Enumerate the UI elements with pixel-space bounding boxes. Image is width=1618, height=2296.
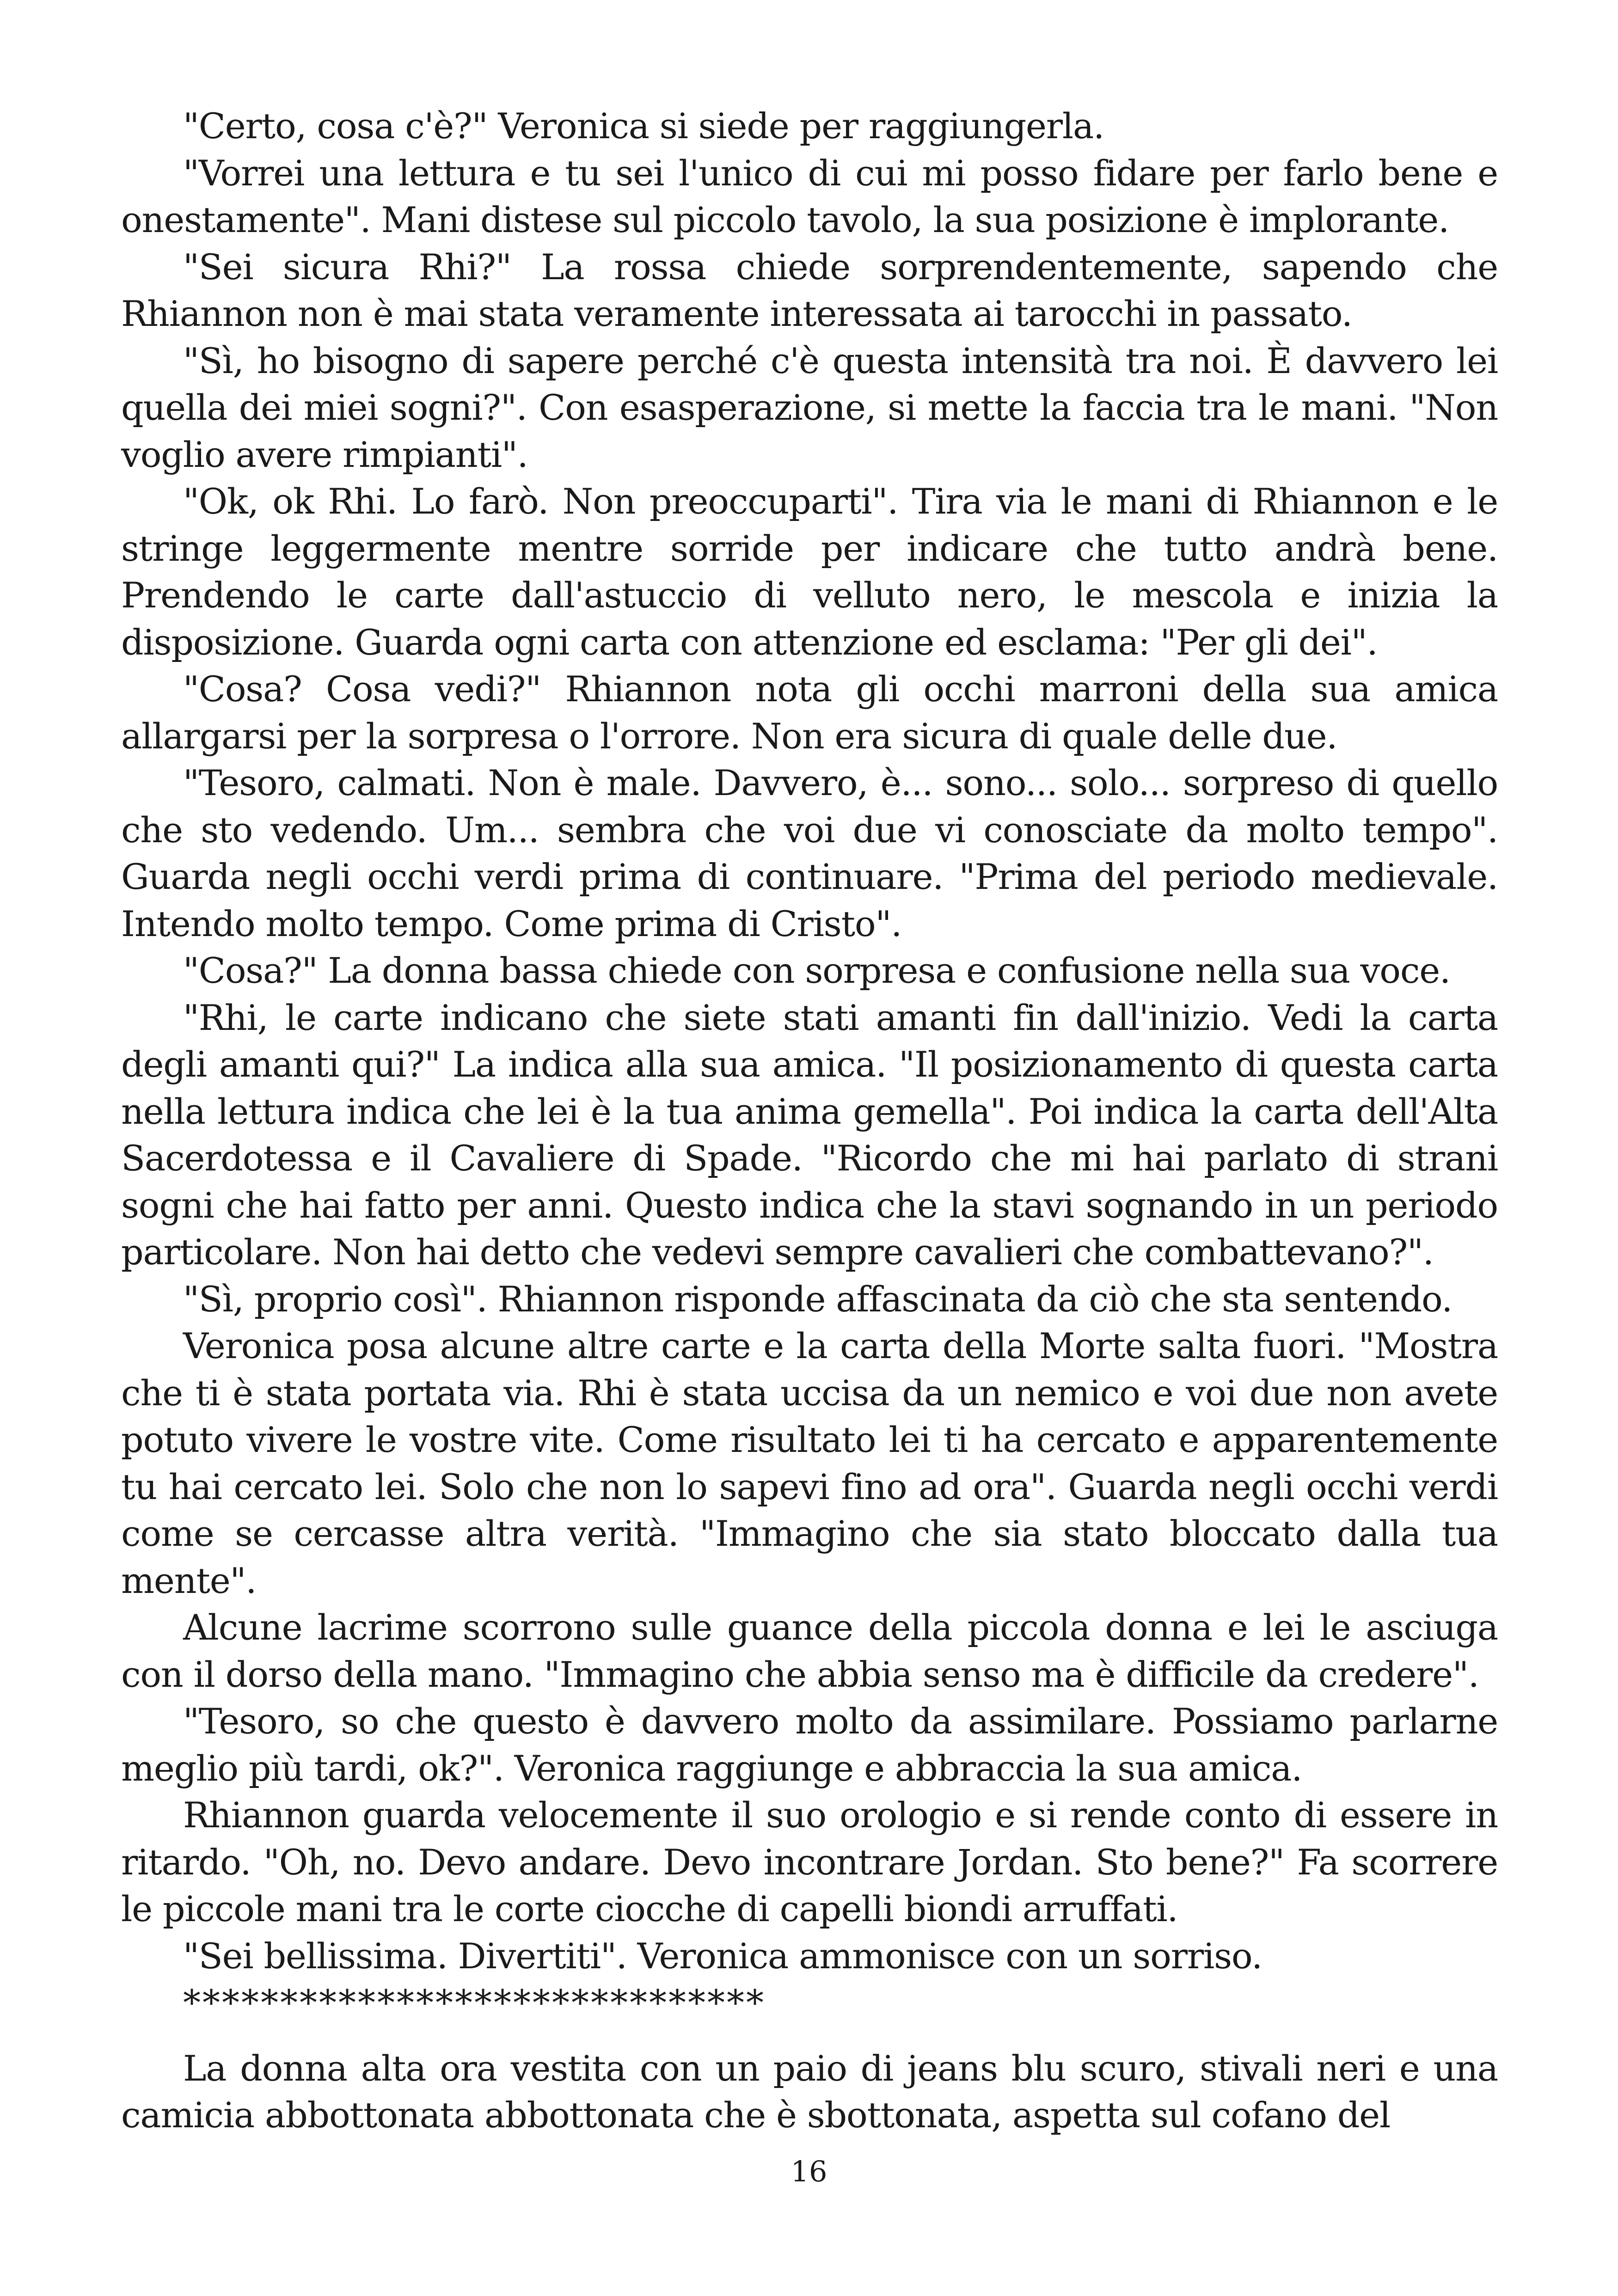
paragraph: "Tesoro, calmati. Non è male. Davvero, è... sono... solo... sorpreso di quello che sto vedendo. Um... sembra che voi due vi conosciate da molto tempo". Guarda negli occhi verdi prima di continuare. "Prima del periodo medievale. Intendo molto tempo. Come prima di Cristo". (121, 762, 1498, 944)
paragraph: "Tesoro, so che questo è davvero molto da assimilare. Possiamo parlarne meglio più tardi, ok?". Veronica raggiunge e abbraccia la sua amica. (121, 1701, 1498, 1789)
paragraph: Rhiannon guarda velocemente il suo orologio e si rende conto di essere in ritardo. "Oh, no. Devo andare. Devo incontrare Jordan. Sto bene?" Fa scorrere le piccole mani tra le corte ciocche di capelli biondi arruffati. (121, 1794, 1498, 1929)
paragraph: "Sei bellissima. Divertiti". Veronica ammonisce con un sorriso. (183, 1935, 1263, 1977)
paragraph: "Sei sicura Rhi?" La rossa chiede sorprendentemente, sapendo che Rhiannon non è mai stata veramente interessata ai tarocchi in passato. (121, 246, 1498, 334)
paragraph: "Sì, ho bisogno di sapere perché c'è questa intensità tra noi. È davvero lei quella dei miei sogni?". Con esasperazione, si mette la faccia tra le mani. "Non voglio avere rimpianti". (121, 340, 1498, 475)
page-number: 16 (791, 2155, 827, 2188)
paragraph: "Rhi, le carte indicano che siete stati amanti fin dall'inizio. Vedi la carta degli amanti qui?" La indica alla sua amica. "Il posizionamento di questa carta nella lettura indica che lei è la tua anima gemella". Poi indica la carta dell'Alta Sacerdotessa e il Cavaliere di Spade. "Ricordo che mi hai parlato di strani sogni che hai fatto per anni. Questo indica che la stavi sognando in un periodo particolare. Non hai detto che vedevi sempre cavalieri che combattevano?". (121, 997, 1498, 1273)
page-body (121, 103, 1498, 2139)
paragraph: "Vorrei una lettura e tu sei l'unico di cui mi posso fidare per farlo bene e onestamente". Mani distese sul piccolo tavolo, la sua posizione è implorante. (121, 152, 1498, 240)
paragraph: Alcune lacrime scorrono sulle guance della piccola donna e lei le asciuga con il dorso della mano. "Immagino che abbia senso ma è difficile da credere". (121, 1607, 1498, 1695)
paragraph: "Certo, cosa c'è?" Veronica si siede per raggiungerla. (183, 105, 1104, 147)
paragraph: Veronica posa alcune altre carte e la carta della Morte salta fuori. "Mostra che ti è stata portata via. Rhi è stata uccisa da un nemico e voi due non avete potuto vivere le vostre vite. Come risultato lei ti ha cercato e apparentemente tu hai cercato lei. Solo che non lo sapevi fino ad ora". Guarda negli occhi verdi come se cercasse altra verità. "Immagino che sia stato bloccato dalla tua mente". (121, 1325, 1498, 1601)
paragraph: "Ok, ok Rhi. Lo farò. Non preoccuparti". Tira via le mani di Rhiannon e le stringe leggermente mentre sorride per indicare che tutto andrà bene. Prendendo le carte dall'astuccio di velluto nero, le mescola e inizia la disposizione. Guarda ogni carta con attenzione ed esclama: "Per gli dei". (121, 481, 1498, 663)
scene-break-separator: ****************************** (183, 1982, 766, 2023)
paragraph: La donna alta ora vestita con un paio di jeans blu scuro, stivali neri e una camicia abbottonata abbottonata che è sbottonata, aspetta sul cofano del (121, 2047, 1498, 2136)
paragraph: "Cosa? Cosa vedi?" Rhiannon nota gli occhi marroni della sua amica allargarsi per la sorpresa o l'orrore. Non era sicura di quale delle due. (121, 668, 1498, 757)
paragraph: "Cosa?" La donna bassa chiede con sorpresa e confusione nella sua voce. (183, 950, 1450, 991)
paragraph: "Sì, proprio così". Rhiannon risponde affascinata da ciò che sta sentendo. (183, 1278, 1453, 1320)
